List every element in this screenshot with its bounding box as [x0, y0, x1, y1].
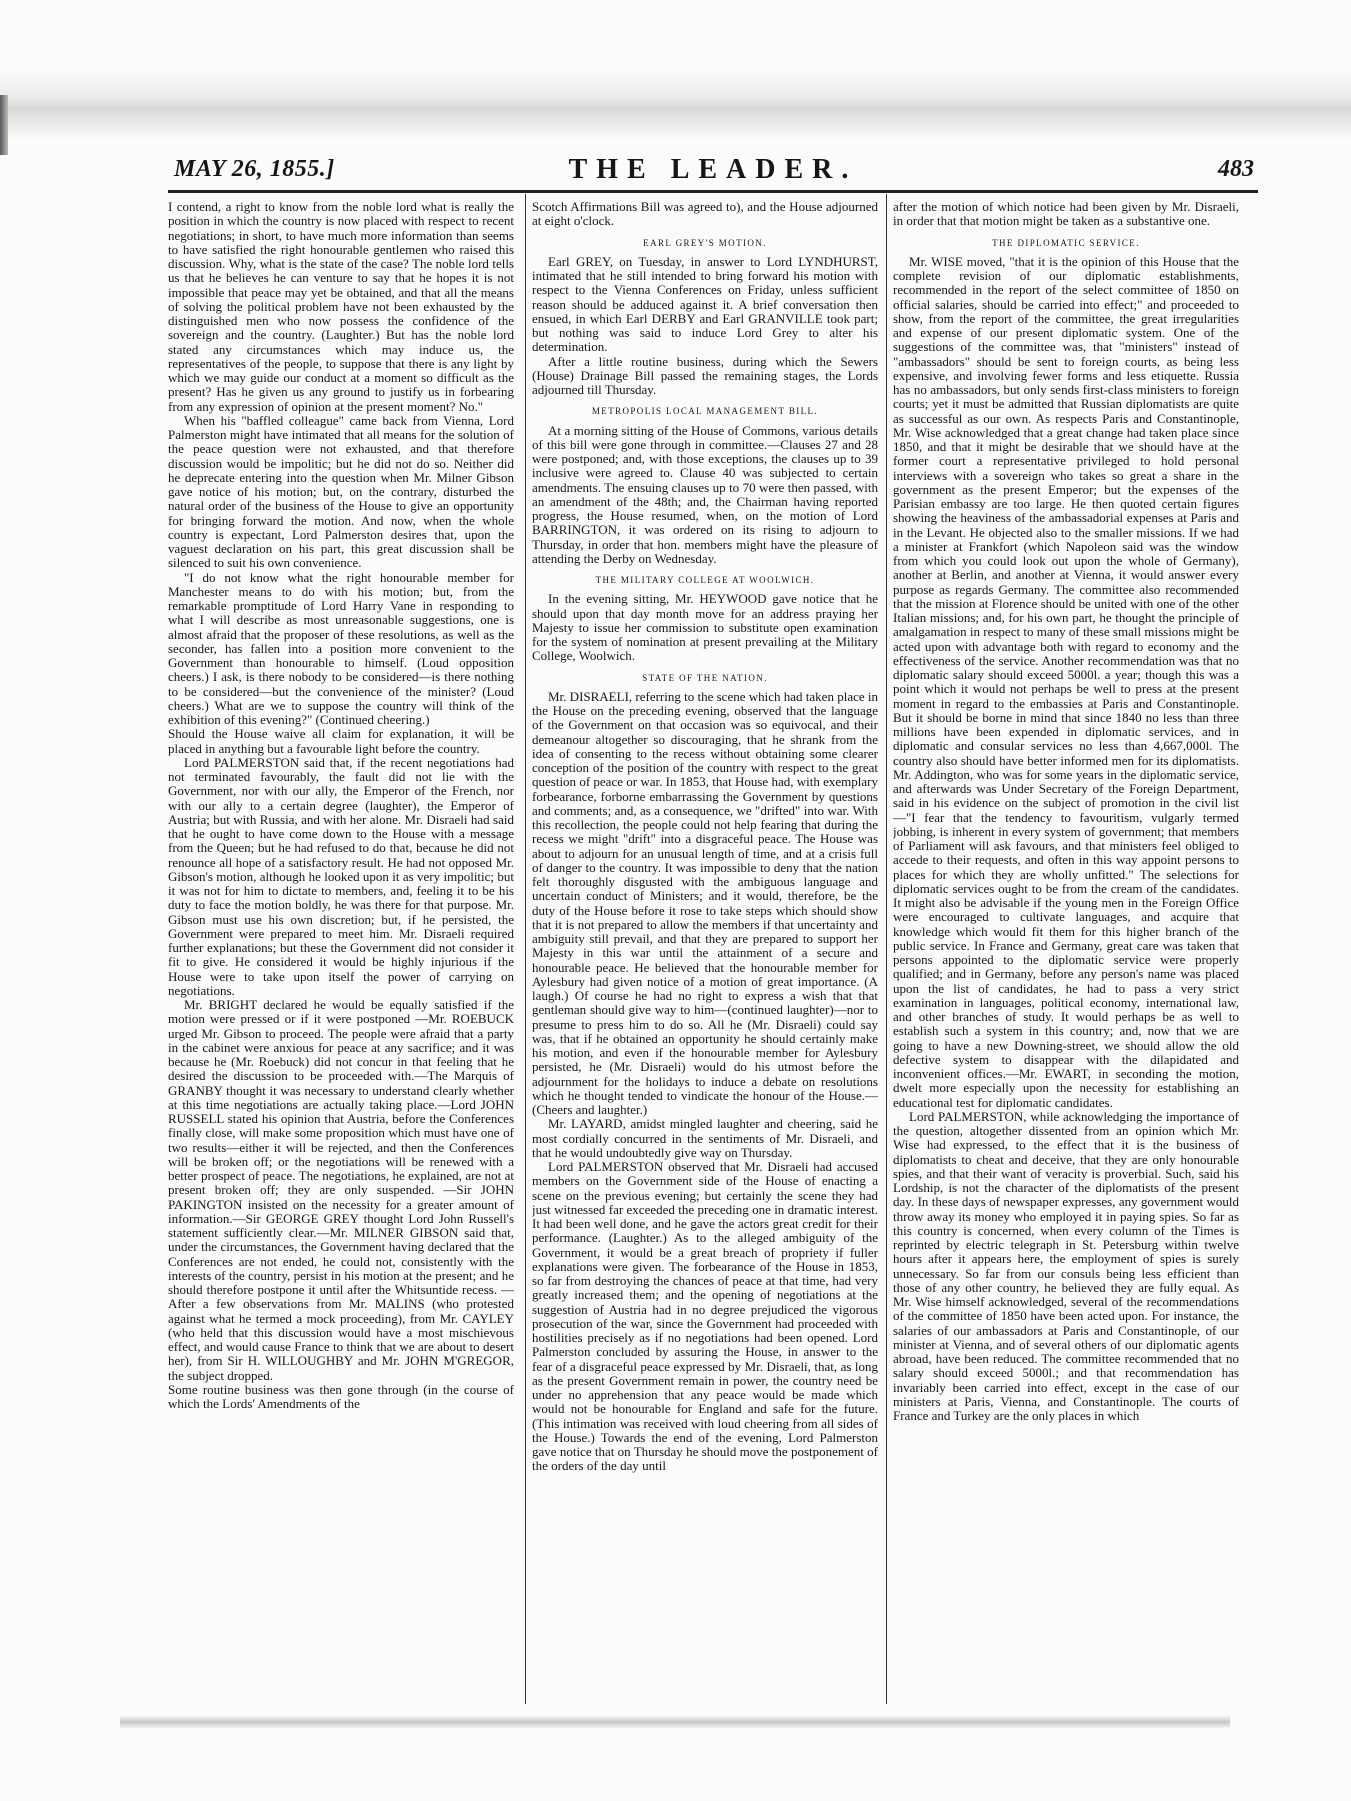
paragraph: Some routine business was then gone through (in the course of which the Lords' Amendments of the: [168, 1381, 514, 1411]
paragraph: Mr. WISE moved, "that it is the opinion of this House that the complete revision of our diplomatic establishments, recommended in the report of the select committee of 1850 on official salaries, should be carried into effect;" and proceeded to show, from the report of the committee, the great irregularities and expense of our present diplomatic system. One of the suggestions of the committee was, that "ministers" instead of "ambassadors" should be sent to foreign courts, as being less expensive, and involving fewer forms and less etiquette. Russia has no ambassadors, but only sends first-class ministers to foreign courts; yet it must be admitted that Russian diplomatists are quite as successful as our own. As respects Paris and Constantinople, Mr. Wise acknowledged that a great change had taken place since 1850, and that it might be desirable that we should have at the former court a representative privileged to hold personal interviews with a sovereign who takes so great a share in the government as the present Emperor; but the expenses of the Parisian embassy are too large. He then quoted certain figures showing the heaviness of the ambassadorial expenses at Paris and in the Levant. He objected also to the smaller missions. If we had a minister at Frankfort (which Napoleon said was the window from which you could look out upon the whole of Germany), another at Berlin, and another at Vienna, it would answer every purpose as regards Germany. The committee also recommended that the mission at Florence should be united with one of the other Italian missions; and, for his own part, he thought the principle of amalgamation in respect to many of these small missions might be acted upon with advantage both with regard to economy and the effectiveness of the service. Another recommendation was that no diplomatic salary should exceed 5000l. a year; though this was a point which it would not perhaps be well to press at the present moment in regard to the embassies at Paris and Constantinople. But it should be borne in mind that since 1840 no less than three millions have been expended in diplomatic services, and in diplomatic and consular services no less than 4,667,000l. The country also should have better informed men for its diplomatists. Mr. Addington, who was for some years in the diplomatic service, and afterwards was Under Secretary of the Foreign Department, said in his evidence on the subject of promotion in the civil list—"I fear that the tendency to favouritism, vulgarly termed jobbing, is inherent in every system of government; that members of Parliament will ask favours, and that ministers feel obliged to accede to their requests, and often in this way appoint persons to places for which they are wholly unfitted." The selections for diplomatic services ought to be from the cream of the candidates. It might also be advisable if the young men in the Foreign Office were encouraged to cultivate languages, and acquire that knowledge which would fit them for this higher branch of the public service. In France and Germany, great care was taken that persons appointed to the diplomatic service were properly qualified; and in Germany, before any person's name was placed upon the list of candidates, he had to pass a very strict examination in languages, political economy, international law, and other branches of study. It would perhaps be as well to establish such a system in this country; and, now that we are going to have a new Downing-street, we should allow the old defective system to disappear with the dilapidated and inconvenient offices.—Mr. EWART, in seconding the motion, dwelt more especially upon the necessity for establishing an educational test for diplomatic candidates.: [893, 253, 1239, 1110]
scan-shadow-bottom: [120, 1715, 1230, 1729]
section-heading: THE DIPLOMATIC SERVICE.: [992, 237, 1140, 248]
issue-date: MAY 26, 1855.]: [174, 156, 335, 182]
section-heading: STATE OF THE NATION.: [642, 672, 768, 683]
paragraph: Earl GREY, on Tuesday, in answer to Lord LYNDHURST, intimated that he still intended to bring forward his motion with respect to the Vienna Conferences on Friday, unless sufficient reason should be adduced against it. A brief conversation then ensued, in which Earl DERBY and Earl GRANVILLE took part; but nothing was said to induce Lord Grey to alter his determination.: [532, 253, 878, 355]
newspaper-title: THE LEADER.: [568, 154, 858, 185]
page-number: 483: [1218, 156, 1254, 182]
scan-shadow-top: [0, 70, 1351, 140]
column-3: [893, 200, 1239, 1700]
paragraph: after the motion of which notice had been given by Mr. Disraeli, in order that that motion might be taken as a substantive one.: [893, 200, 1239, 229]
paragraph: "I do not know what the right honourable member for Manchester means to do with his motion; but, from the remarkable promptitude of Lord Harry Vane in responding to what I will describe as most unreasonable suggestions, one is almost afraid that the proposer of these resolutions, as well as the seconder, has fallen into a position more convenient to the Government than honourable to himself. (Loud opposition cheers.) I ask, is there nobody to be considered—is there nothing to be considered—but the convenience of the minister? (Loud cheers.) What are we to suppose the country will think of the exhibition of this evening?" (Continued cheering.): [168, 569, 514, 727]
paragraph: Lord PALMERSTON observed that Mr. Disraeli had accused members on the Government side of the House of enacting a scene on the previous evening; but certainly the scene they had just witnessed far exceeded the preceding one in dramatic interest. It had been well done, and he gave the actors great credit for their performance. (Laughter.) As to the alleged ambiguity of the Government, it would be a great breach of propriety if fuller explanations were given. The forbearance of the House in 1853, so far from destroying the chances of peace at that time, had very greatly increased them; and the opening of negotiations at the suggestion of Austria had in no degree prejudiced the vigorous prosecution of the war, since the Government had proceeded with hostilities precisely as if no negotiations had been opened. Lord Palmerston concluded by assuring the House, in answer to the fear of a disgraceful peace expressed by Mr. Disraeli, that, as long as the present Government remain in power, the country need be under no apprehension that any peace would be made which would not be honourable for England and safe for the future. (This intimation was received with loud cheering from all sides of the House.) Towards the end of the evening, Lord Palmerston gave notice that on Thursday he should move the postponement of the orders of the day until: [532, 1159, 878, 1474]
paragraph: Mr. LAYARD, amidst mingled laughter and cheering, said he most cordially concurred in the sentiments of Mr. Disraeli, and that he would undoubtedly give way on Thursday.: [532, 1116, 878, 1160]
paragraph: At a morning sitting of the House of Commons, various details of this bill were gone through in committee.—Clauses 27 and 28 were postponed; and, with those exceptions, the clauses up to 39 inclusive were agreed to. Clause 40 was subjected to certain amendments. The ensuing clauses up to 70 were then passed, with an amendment of the 48th; and, the Chairman having reported progress, the House resumed, when, on the motion of Lord BARRINGTON, it was ordered on its rising to adjourn to Thursday, in order that hon. members might have the pleasure of attending the Derby on Wednesday.: [532, 422, 878, 566]
paragraph: After a little routine business, during which the Sewers (House) Drainage Bill passed the remaining stages, the Lords adjourned till Thursday.: [532, 353, 878, 397]
paragraph: Lord PALMERSTON, while acknowledging the importance of the question, altogether dissented from an opinion which Mr. Wise had expressed, to the effect that it is the business of diplomatists to cheat and deceive, that they are only honourable spies, and that their want of veracity is proverbial. Such, said his Lordship, is not the character of the diplomatists of the present day. In these days of newspaper expresses, any government would throw away its money who employed it in paying spies. So far as this country is concerned, when every column of the Times is reprinted by electric telegraph in St. Petersburg within twelve hours after it appears here, the employment of spies is surely unnecessary. So far from our consuls being less efficient than those of any other country, he believed they are fully equal. As Mr. Wise himself acknowledged, several of the recommendations of the committee of 1850 have been acted upon. For instance, the salaries of our ambassadors at Paris and Constantinople, of our minister at Vienna, and of several others of our diplomatic agents abroad, have been reduced. The committee recommended that no salary should exceed 5000l.; and that recommendation has invariably been carried into effect, except in the case of our ministers at Paris, Vienna, and Constantinople. The courts of France and Turkey are the only places in which: [893, 1108, 1239, 1423]
masthead: [168, 154, 1258, 186]
column-divider-1: [525, 194, 526, 1704]
paragraph: Scotch Affirmations Bill was agreed to), and the House adjourned at eight o'clock.: [532, 200, 878, 229]
scan-shadow-left: [0, 95, 8, 155]
paragraph: When his "baffled colleague" came back from Vienna, Lord Palmerston might have intimated that all means for the solution of the peace question were not exhausted, and that therefore discussion would be impolitic; but he did not do so. Neither did he deprecate entering into the question when Mr. Milner Gibson gave notice of his motion; but, on the contrary, disturbed the natural order of the business of the House to give an opportunity for bringing forward the motion. And now, when the whole country is expectant, Lord Palmerston desires that, upon the vaguest declaration on his part, this great discussion shall be silenced to suit his own convenience.: [168, 412, 514, 571]
paragraph: Lord PALMERSTON said that, if the recent negotiations had not terminated favourably, the fault did not lie with the Government, nor with our ally, the Emperor of the French, nor with our ally to a certain degree (laughter), the Emperor of Austria; but with Russia, and with her alone. Mr. Disraeli had said that he ought to have come down to the House with a message from the Queen; but he had refused to do that, because he did not renounce all hope of a satisfactory result. He had not opposed Mr. Gibson's motion, although he looked upon it as very impolitic; but it was not for him to dictate to members, and, feeling it to be his duty to face the motion boldly, he was there for that purpose. Mr. Gibson must use his own discretion; but, if he persisted, the Government were prepared to meet him. Mr. Disraeli required further explanations; but these the Government did not consider it fit to give. He considered it would be highly injurious if the House were to take upon itself the power of carrying on negotiations.: [168, 754, 514, 998]
section-heading: EARL GREY'S MOTION.: [643, 237, 767, 248]
paragraph: I contend, a right to know from the noble lord what is really the position in which the country is now placed with respect to recent negotiations; in short, to have much more information than seems to have satisfied the right honourable gentlemen who raised this discussion. Why, what is the state of the case? The noble lord tells us that he believes he can venture to say that he hopes it is not impossible that peace may yet be obtained, and that all the means of solving the political problem have not been exhausted by the distinguished men who now possess the confidence of the sovereign and the country. (Laughter.) But has the noble lord stated any circumstances which may induce us, the representatives of the people, to suppose that there is any light by which we may guide our conduct at a moment so difficult as the present? Has he given us any ground to justify us in forbearing from any expression of opinion at the present moment? No.": [168, 200, 514, 414]
paragraph: Mr. BRIGHT declared he would be equally satisfied if the motion were pressed or if it were postponed —Mr. ROEBUCK urged Mr. Gibson to proceed. The people were afraid that a party in the cabinet were anxious for peace at any sacrifice; and it was because he (Mr. Roebuck) did not concur in that feeling that he desired the discussion to be proceeded with.—The Marquis of GRANBY thought it was necessary to understand clearly whether at this time negotiations are actually taking place.—Lord JOHN RUSSELL stated his opinion that Austria, before the Conferences finally close, will make some proposition which must have one of two results—either it will be rejected, and then the Conferences will be broken off; or the negotiations will be renewed with a better prospect of peace. The negotiations, he explained, are not at present broken off; they are only suspended. —Sir JOHN PAKINGTON insisted on the necessity for a greater amount of information.—Sir GEORGE GREY thought Lord John Russell's statement sufficiently clear.—Mr. MILNER GIBSON said that, under the circumstances, the Government having declared that the Conferences are not ended, he could not, consistently with the interests of the country, persist in his motion at the present; and he should therefore postpone it until after the Whitsuntide recess. — After a few observations from Mr. MALINS (who protested against what he termed a mock proceeding), from Mr. CAYLEY (who held that this discussion would have a most mischievous effect, and would cause France to think that we are about to desert her), from Sir H. WILLOUGHBY and Mr. JOHN M'GREGOR, the subject dropped.: [168, 997, 514, 1383]
column-divider-2: [886, 194, 887, 1704]
column-1: [168, 200, 514, 1700]
paragraph: Mr. DISRAELI, referring to the scene which had taken place in the House on the preceding evening, observed that the language of the Government on that occasion was so equivocal, and their demeanour altogether so discouraging, that he shrank from the idea of consenting to the recess without obtaining some clearer conception of the position of the country with respect to the great question of peace or war. In 1853, that House had, with exemplary forbearance, forborne embarrassing the Government by questions and comments; and, as a consequence, we "drifted" into war. With this recollection, the people could not help fearing that during the recess we might "drift" into a disgraceful peace. The House was about to adjourn for an unusual length of time, and at a crisis full of danger to the country. It was impossible to deny that the nation felt thoroughly disgusted with the ambiguous language and uncertain conduct of Ministers; and it would, therefore, be the duty of the House before it rose to take steps which should show that it is not prepared to allow the members if that uncertainty and ambiguity still prevail, and that they are prepared to support her Majesty in this war until the attainment of a secure and honourable peace. He believed that the honourable member for Aylesbury had given notice of a motion of great importance. (A laugh.) Of course he had no right to express a wish that that gentleman should give way to him—(continued laughter)—nor to presume to press him to do so. All he (Mr. Disraeli) could say was, that if he obtained an opportunity he should certainly make his motion, and even if the honourable member for Aylesbury persisted, he (Mr. Disraeli) would do his utmost before the adjournment for the holidays to induce a debate on resolutions which he thought tended to vindicate the honour of the House.—(Cheers and laughter.): [532, 688, 878, 1117]
paragraph: Should the House waive all claim for explanation, it will be placed in anything but a favourable light before the country.: [168, 726, 514, 756]
section-heading: THE MILITARY COLLEGE AT WOOLWICH.: [595, 575, 815, 585]
column-2: [532, 200, 878, 1700]
masthead-rule: [168, 190, 1258, 193]
section-heading: METROPOLIS LOCAL MANAGEMENT BILL.: [591, 406, 819, 417]
paragraph: In the evening sitting, Mr. HEYWOOD gave notice that he should upon that day month move for an address praying her Majesty to issue her commission to substitute open examination for the system of nomination at present prevailing at the Military College, Woolwich.: [532, 591, 878, 664]
